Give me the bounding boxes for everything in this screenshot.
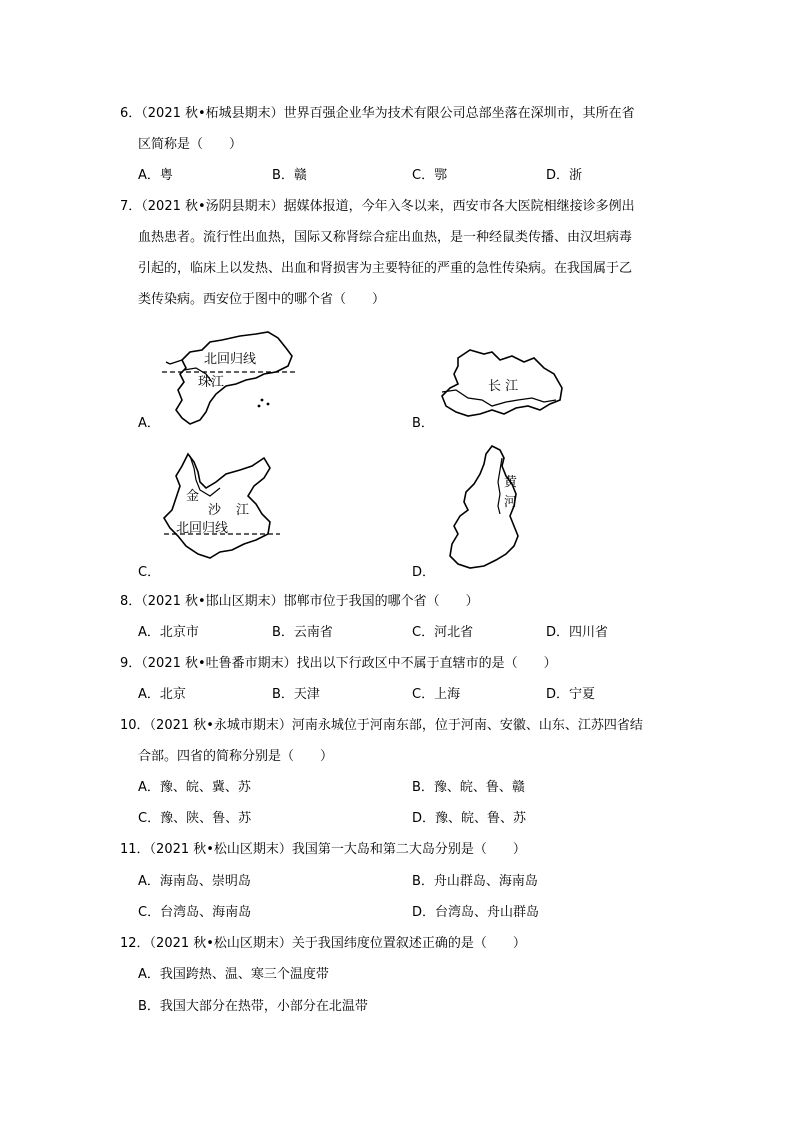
q7-option-a-label[interactable]: A． <box>138 416 160 431</box>
q10-option-b[interactable]: B．豫、皖、鲁、赣 <box>412 780 525 795</box>
q11-option-a[interactable]: A．海南岛、崇明岛 <box>138 874 251 889</box>
q12-stem-line1: 12．（2021 秋•松山区期末）关于我国纬度位置叙述正确的是（ ） <box>120 936 526 951</box>
map-a-label2: 珠江 <box>198 375 225 390</box>
q11-option-d[interactable]: D．台湾岛、舟山群岛 <box>412 905 540 920</box>
map-c-label2: 沙 <box>208 503 222 518</box>
island-dot <box>258 405 261 408</box>
q7-option-d-label[interactable]: D． <box>412 565 436 580</box>
map-hubei[interactable] <box>436 344 576 424</box>
q6-option-a[interactable]: A．粤 <box>138 168 173 183</box>
q7-stem-line3: 引起的，临床上以发热、出血和肾损害为主要特征的严重的急性传染病。在我国属于乙 <box>138 261 633 276</box>
q11-stem-line1: 11．（2021 秋•松山区期末）我国第一大岛和第二大岛分别是（ ） <box>120 842 526 857</box>
q6-option-c[interactable]: C．鄂 <box>412 168 448 183</box>
island-dot <box>261 399 264 402</box>
q10-option-c[interactable]: C．豫、陕、鲁、苏 <box>138 811 252 826</box>
q6-option-b[interactable]: B．赣 <box>272 168 307 183</box>
q7-option-c-label[interactable]: C． <box>138 565 161 580</box>
q12-option-a[interactable]: A．我国跨热、温、寒三个温度带 <box>138 967 329 982</box>
map-c-label1: 金 <box>186 489 200 504</box>
q7-option-b-label[interactable]: B． <box>412 416 434 431</box>
map-d-label1: 黄 <box>504 475 518 490</box>
island-dot <box>267 403 270 406</box>
q9-option-a[interactable]: A．北京 <box>138 687 186 702</box>
q6-stem-line1: 6．（2021 秋•柘城县期末）世界百强企业华为技术有限公司总部坐落在深圳市，其所在省 <box>120 106 635 121</box>
q8-option-c[interactable]: C．河北省 <box>412 625 474 640</box>
map-c-label4: 北回归线 <box>176 521 229 536</box>
q8-stem-line1: 8．（2021 秋•邯山区期末）邯郸市位于我国的哪个省（ ） <box>120 594 479 609</box>
map-shaanxi[interactable] <box>440 440 540 576</box>
map-a-label1: 北回归线 <box>204 352 257 367</box>
map-b-label1: 长 江 <box>488 379 519 394</box>
q9-option-d[interactable]: D．宁夏 <box>546 687 596 702</box>
q12-option-b[interactable]: B．我国大部分在热带，小部分在北温带 <box>138 999 368 1014</box>
q8-option-d[interactable]: D．四川省 <box>546 625 609 640</box>
q7-stem-line1: 7．（2021 秋•汤阴县期末）据媒体报道，今年入冬以来，西安市各大医院相继接诊多例出 <box>120 199 635 214</box>
q6-stem-line2: 区简称是（ ） <box>138 137 243 152</box>
q9-stem-line1: 9．（2021 秋•吐鲁番市期末）找出以下行政区中不属于直辖市的是（ ） <box>120 656 557 671</box>
q9-option-b[interactable]: B．天津 <box>272 687 320 702</box>
q11-option-c[interactable]: C．台湾岛、海南岛 <box>138 905 252 920</box>
q10-stem-line1: 10．（2021 秋•永城市期末）河南永城位于河南东部，位于河南、安徽、山东、江苏四省结 <box>120 718 643 733</box>
map-d-label2: 河 <box>504 495 518 510</box>
map-guangdong[interactable] <box>160 328 300 428</box>
q10-option-a[interactable]: A．豫、皖、冀、苏 <box>138 780 251 795</box>
map-c-label3: 江 <box>236 503 250 518</box>
q10-stem-line2: 合部。四省的简称分别是（ ） <box>138 749 334 764</box>
q7-stem-line4: 类传染病。西安位于图中的哪个省（ ） <box>138 292 386 307</box>
q6-option-d[interactable]: D．浙 <box>546 168 583 183</box>
coast-line <box>166 360 182 364</box>
q8-option-b[interactable]: B．云南省 <box>272 625 333 640</box>
q10-option-d[interactable]: D．豫、皖、鲁、苏 <box>412 811 527 826</box>
q8-option-a[interactable]: A．北京市 <box>138 625 199 640</box>
q7-stem-line2: 血热患者。流行性出血热，国际又称肾综合症出血热，是一种经鼠类传播、由汉坦病毒 <box>138 230 633 245</box>
q9-option-c[interactable]: C．上海 <box>412 687 461 702</box>
guangdong-outline <box>176 332 292 424</box>
q11-option-b[interactable]: B．舟山群岛、海南岛 <box>412 874 538 889</box>
map-yunnan[interactable] <box>160 448 284 572</box>
